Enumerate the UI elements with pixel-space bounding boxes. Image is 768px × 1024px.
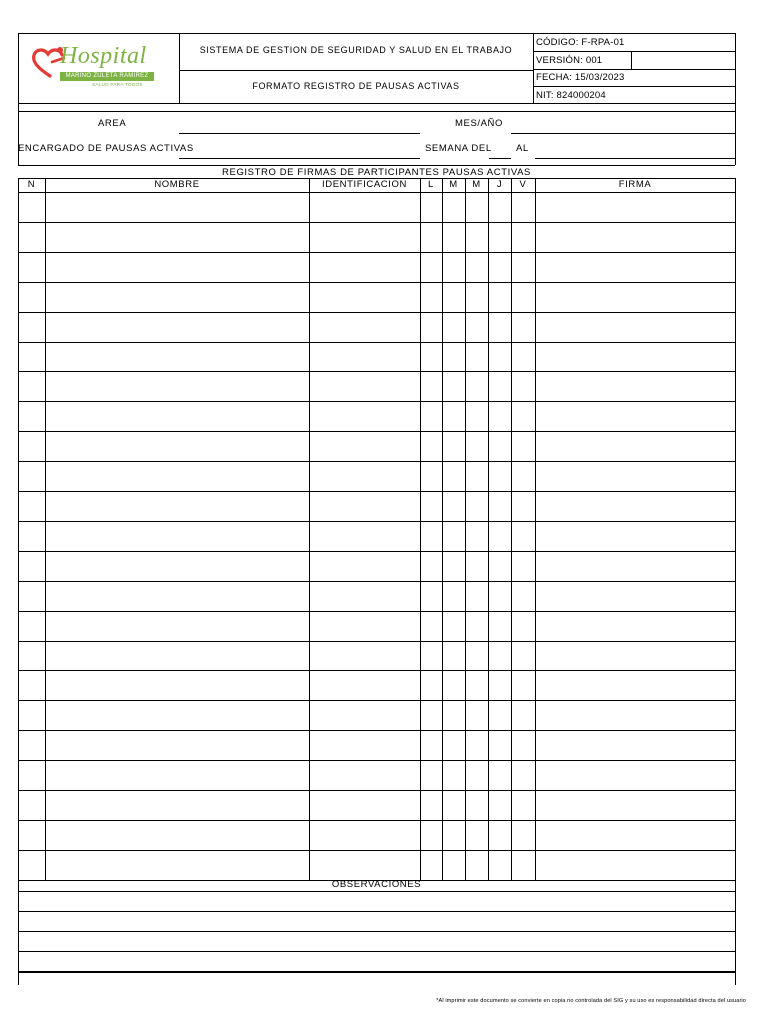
table-row[interactable] bbox=[18, 641, 735, 671]
observaciones-label: OBSERVACIONES bbox=[331, 879, 422, 890]
form-title: FORMATO REGISTRO DE PAUSAS ACTIVAS bbox=[252, 81, 460, 91]
area-label: AREA bbox=[98, 118, 127, 129]
table-title: REGISTRO DE FIRMAS DE PARTICIPANTES PAUSAS ACTIVAS bbox=[222, 167, 531, 178]
codigo-label: CÓDIGO: F-RPA-01 bbox=[536, 37, 625, 48]
table-row[interactable] bbox=[18, 192, 735, 222]
system-title: SISTEMA DE GESTION DE SEGURIDAD Y SALUD EN EL TRABAJO bbox=[199, 45, 513, 55]
logo-name: Hospital bbox=[60, 43, 147, 69]
mes-anio-label: MES/AÑO bbox=[455, 118, 504, 129]
col-firma-header: FIRMA bbox=[618, 179, 652, 190]
table-row[interactable] bbox=[18, 222, 735, 252]
table-row[interactable] bbox=[18, 760, 735, 790]
table-row[interactable] bbox=[18, 670, 735, 700]
table-row[interactable] bbox=[18, 850, 735, 880]
logo-tagline: SALUD PARA TODOS bbox=[92, 82, 143, 87]
semana-del-input-line[interactable] bbox=[489, 158, 511, 159]
table-row[interactable] bbox=[18, 371, 735, 401]
al-input-line[interactable] bbox=[535, 158, 735, 159]
table-row[interactable] bbox=[18, 491, 735, 521]
table-row[interactable] bbox=[18, 521, 735, 551]
table-row[interactable] bbox=[18, 252, 735, 282]
table-row[interactable] bbox=[18, 551, 735, 581]
col-l-header: L bbox=[428, 179, 434, 190]
col-m2-header: M bbox=[472, 179, 481, 190]
table-row[interactable] bbox=[18, 730, 735, 760]
logo-band: MARINO ZULETA RAMIREZ bbox=[60, 72, 154, 81]
footer-note: *Al imprimir este documento se convierte en copia no controlada del SIG y su uso es responsabilidad directa del usuario bbox=[436, 998, 746, 1004]
table-row[interactable] bbox=[18, 581, 735, 611]
nit-label: NIT: 824000204 bbox=[536, 90, 606, 101]
fecha-label: FECHA: 15/03/2023 bbox=[536, 72, 625, 83]
col-n-header: N bbox=[27, 179, 36, 190]
encargado-label: ENCARGADO DE PAUSAS ACTIVAS bbox=[18, 143, 194, 154]
table-row[interactable] bbox=[18, 611, 735, 641]
table-row[interactable] bbox=[18, 820, 735, 850]
mes-anio-input-line[interactable] bbox=[511, 133, 735, 134]
hospital-logo bbox=[30, 40, 160, 90]
table-row[interactable] bbox=[18, 700, 735, 730]
semana-del-label: SEMANA DEL bbox=[425, 143, 492, 154]
table-row[interactable] bbox=[18, 282, 735, 312]
table-row[interactable] bbox=[18, 431, 735, 461]
encargado-input-line[interactable] bbox=[179, 158, 420, 159]
table-row[interactable] bbox=[18, 790, 735, 820]
al-label: AL bbox=[516, 143, 529, 154]
col-nombre-header: NOMBRE bbox=[154, 179, 200, 190]
col-v-header: V bbox=[519, 179, 527, 190]
table-row[interactable] bbox=[18, 312, 735, 342]
col-m1-header: M bbox=[449, 179, 458, 190]
col-identificacion-header: IDENTIFICACION bbox=[322, 179, 407, 190]
col-j-header: J bbox=[496, 179, 503, 190]
table-row[interactable] bbox=[18, 461, 735, 491]
area-input-line[interactable] bbox=[179, 133, 420, 134]
table-row[interactable] bbox=[18, 401, 735, 431]
version-label: VERSIÓN: 001 bbox=[536, 55, 603, 66]
table-row[interactable] bbox=[18, 342, 735, 372]
